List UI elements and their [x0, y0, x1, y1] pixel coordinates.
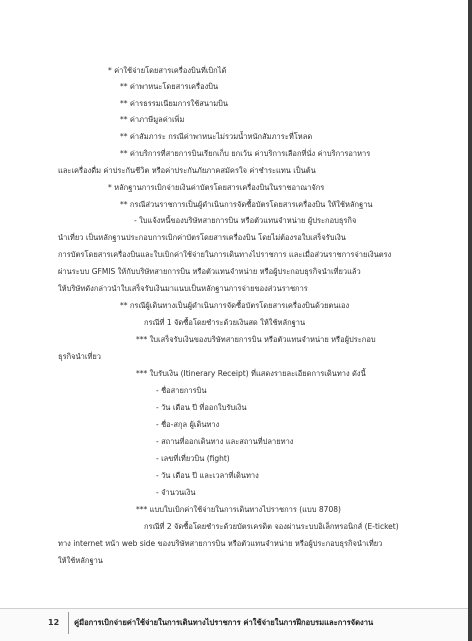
case-heading: กรณีที่ 2 จัดซื้อโดยชำระด้วยบัตรเครดิต จองผ่านระบบอิเล็กทรอนิกส์ (E-ticket)	[144, 522, 399, 531]
page-number: 12	[48, 618, 60, 627]
bullet-item: ** กรณีส่วนราชการเป็นผู้ดำเนินการจัดซื้อบัตรโดยสารเครื่องบิน ให้ใช้หลักฐาน	[120, 200, 373, 209]
bullet-item: *** แบบใบเบิกค่าใช้จ่ายในการเดินทางไปราชการ (แบบ 8708)	[136, 505, 341, 514]
bullet-item: ** กรณีผู้เดินทางเป็นผู้ดำเนินการจัดซื้อบัตรโดยสารเครื่องบินด้วยตนเอง	[120, 301, 350, 310]
bullet-item: ** ค่าภาษีมูลค่าเพิ่ม	[120, 115, 185, 124]
dash-item: - วัน เดือน ปี ที่ออกใบรับเงิน	[156, 403, 247, 412]
dash-item: - จำนวนเงิน	[156, 488, 196, 497]
bullet-heading-evidence: * หลักฐานการเบิกจ่ายเงินค่าบัตรโดยสารเครื่องบินในราชอาณาจักร	[108, 183, 325, 192]
paragraph-line: นำเที่ยว เป็นหลักฐานประกอบการเบิกค่าบัตรโดยสารเครื่องบิน โดยไม่ต้องรอใบเสร็จรับเงิน	[58, 233, 346, 242]
bullet-item: ** ค่ารธรรมเนียมการใช้สนามบิน	[120, 99, 229, 108]
bullet-heading-expenses: * ค่าใช้จ่ายโดยสารเครื่องบินที่เบิกได้	[108, 66, 227, 75]
bullet-item: ** ค่าบริการที่สายการบินเรียกเก็บ ยกเว้น ค่าบริการเลือกที่นั่ง ค่าบริการอาหาร	[120, 149, 371, 158]
bullet-item: ** ค่าสัมภาระ กรณีค่าพาหนะไม่รวมน้ำหนักสัมภาระที่โหลด	[120, 132, 313, 141]
bullet-item: *** ใบเสร็จรับเงินของบริษัทสายการบิน หรือตัวแทนจำหน่าย หรือผู้ประกอบ	[136, 335, 376, 344]
paragraph-line: ผ่านระบบ GFMIS ให้กับบริษัทสายการบิน หรือตัวแทนจำหน่าย หรือผู้ประกอบธุรกิจนำเที่ยวแล้ว	[58, 267, 361, 276]
dash-item: - ใบแจ้งหนี้ของบริษัทสายการบิน หรือตัวแทนจำหน่าย ผู้ประกอบธุรกิจ	[134, 216, 357, 225]
dash-item: - เลขที่เที่ยวบิน (fight)	[156, 454, 230, 463]
dash-item: - ชื่อสายการบิน	[156, 386, 207, 395]
paragraph-line: ให้บริษัทดังกล่าวนำใบเสร็จรับเงินมาแนบเป็นหลักฐานการจ่ายของส่วนราชการ	[58, 284, 308, 293]
case-heading: กรณีที่ 1 จัดซื้อโดยชำระด้วยเงินสด ให้ใช้หลักฐาน	[144, 318, 306, 327]
footer-title: คู่มือการเบิกจ่ายค่าใช้จ่ายในการเดินทางไปราชการ ค่าใช้จ่ายในการฝึกอบรมและการจัดงาน	[74, 618, 374, 627]
bullet-item: ** ค่าพาหนะโดยสารเครื่องบิน	[120, 82, 219, 91]
dash-item: - ชื่อ-สกุล ผู้เดินทาง	[156, 420, 220, 429]
paragraph-line: ธุรกิจนำเที่ยว	[58, 352, 101, 361]
bullet-item: *** ใบรับเงิน (Itinerary Receipt) ที่แสดงรายละเอียดการเดินทาง ดังนี้	[136, 369, 366, 378]
paragraph-line: ให้ใช้หลักฐาน	[58, 556, 103, 565]
footer-divider	[68, 612, 69, 634]
dash-item: - สถานที่ออกเดินทาง และสถานที่ปลายทาง	[156, 437, 294, 446]
paragraph-line: การบัตรโดยสารเครื่องบินและใบเบิกค่าใช้จ่ายในการเดินทางไปราชการ และเมื่อส่วนราชการจ่ายเงินตรง	[58, 250, 392, 259]
dash-item: - วัน เดือน ปี และเวลาที่เดินทาง	[156, 471, 259, 480]
paragraph-line: และเครื่องดื่ม ค่าประกันชีวิต หรือค่าประกันภัยภาคสมัครใจ ค่าชำระแทน เป็นต้น	[58, 166, 316, 175]
paragraph-line: ทาง internet หน้า web side ของบริษัทสายการบิน หรือตัวแทนจำหน่าย หรือผู้ประกอบธุรกิจนำเที่ยว	[58, 539, 383, 548]
page-edge	[468, 0, 472, 640]
